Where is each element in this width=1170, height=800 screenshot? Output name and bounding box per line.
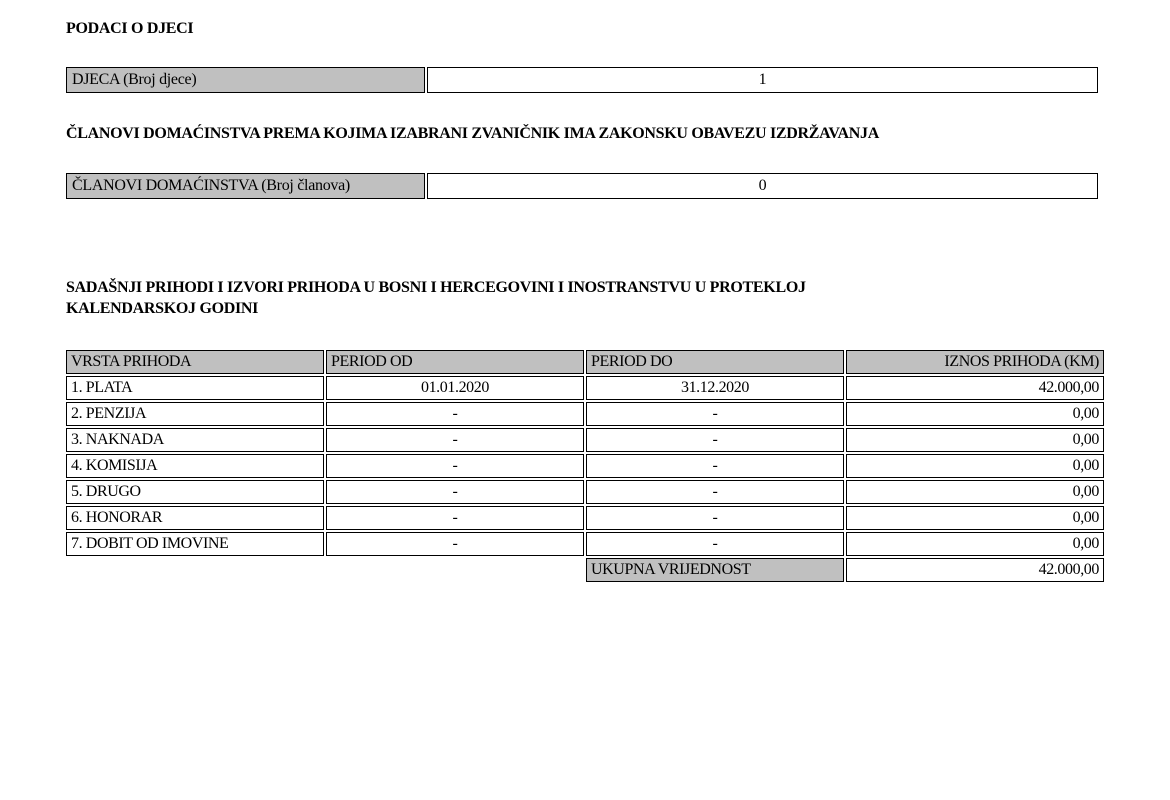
- amount-cell: 0,00: [846, 532, 1104, 556]
- period-to-cell: 31.12.2020: [586, 376, 844, 400]
- income-section-title: [66, 277, 1026, 319]
- income-type-cell: 6. HONORAR: [66, 506, 324, 530]
- table-row: [66, 480, 1104, 504]
- income-type-cell: 7. DOBIT OD IMOVINE: [66, 532, 324, 556]
- children-count-table: [64, 67, 1100, 93]
- period-from-cell: -: [326, 506, 584, 530]
- amount-cell: 0,00: [846, 480, 1104, 504]
- household-count-value: 0: [427, 173, 1098, 199]
- table-row: [66, 428, 1104, 452]
- total-label: UKUPNA VRIJEDNOST: [586, 558, 844, 582]
- period-to-cell: -: [586, 428, 844, 452]
- column-header-type: VRSTA PRIHODA: [66, 350, 324, 374]
- table-row: [66, 532, 1104, 556]
- column-header-from: PERIOD OD: [326, 350, 584, 374]
- table-row: [66, 506, 1104, 530]
- income-type-cell: 5. DRUGO: [66, 480, 324, 504]
- amount-cell: 42.000,00: [846, 376, 1104, 400]
- amount-cell: 0,00: [846, 402, 1104, 426]
- total-row: [66, 558, 1104, 582]
- table-row: [66, 454, 1104, 478]
- household-count-table: [64, 173, 1100, 199]
- income-title-line1: SADAŠNJI PRIHODI I IZVORI PRIHODA U BOSNI I HERCEGOVINI I INOSTRANSTVU U PROTEKLOJ: [66, 279, 806, 296]
- period-to-cell: -: [586, 532, 844, 556]
- table-row: [66, 402, 1104, 426]
- table-row: [66, 376, 1104, 400]
- children-count-label: DJECA (Broj djece): [66, 67, 425, 93]
- period-from-cell: -: [326, 532, 584, 556]
- period-from-cell: 01.01.2020: [326, 376, 584, 400]
- income-table: [64, 348, 1106, 584]
- empty-cell: [326, 558, 584, 582]
- income-type-cell: 3. NAKNADA: [66, 428, 324, 452]
- period-from-cell: -: [326, 480, 584, 504]
- children-section-title: PODACI O DJECI: [66, 20, 194, 37]
- income-title-line2: KALENDARSKOJ GODINI: [66, 300, 259, 317]
- income-type-cell: 2. PENZIJA: [66, 402, 324, 426]
- income-table-header: [66, 350, 1104, 374]
- column-header-amount: IZNOS PRIHODA (KM): [846, 350, 1104, 374]
- period-to-cell: -: [586, 454, 844, 478]
- period-to-cell: -: [586, 402, 844, 426]
- period-from-cell: -: [326, 454, 584, 478]
- empty-cell: [66, 558, 324, 582]
- period-to-cell: -: [586, 506, 844, 530]
- period-to-cell: -: [586, 480, 844, 504]
- income-type-cell: 1. PLATA: [66, 376, 324, 400]
- amount-cell: 0,00: [846, 454, 1104, 478]
- income-type-cell: 4. KOMISIJA: [66, 454, 324, 478]
- amount-cell: 0,00: [846, 428, 1104, 452]
- household-section-title: ČLANOVI DOMAĆINSTVA PREMA KOJIMA IZABRANI ZVANIČNIK IMA ZAKONSKU OBAVEZU IZDRŽAVANJA: [66, 125, 880, 142]
- period-from-cell: -: [326, 428, 584, 452]
- total-value: 42.000,00: [846, 558, 1104, 582]
- period-from-cell: -: [326, 402, 584, 426]
- children-count-value: 1: [427, 67, 1098, 93]
- amount-cell: 0,00: [846, 506, 1104, 530]
- household-count-label: ČLANOVI DOMAĆINSTVA (Broj članova): [66, 173, 425, 199]
- column-header-to: PERIOD DO: [586, 350, 844, 374]
